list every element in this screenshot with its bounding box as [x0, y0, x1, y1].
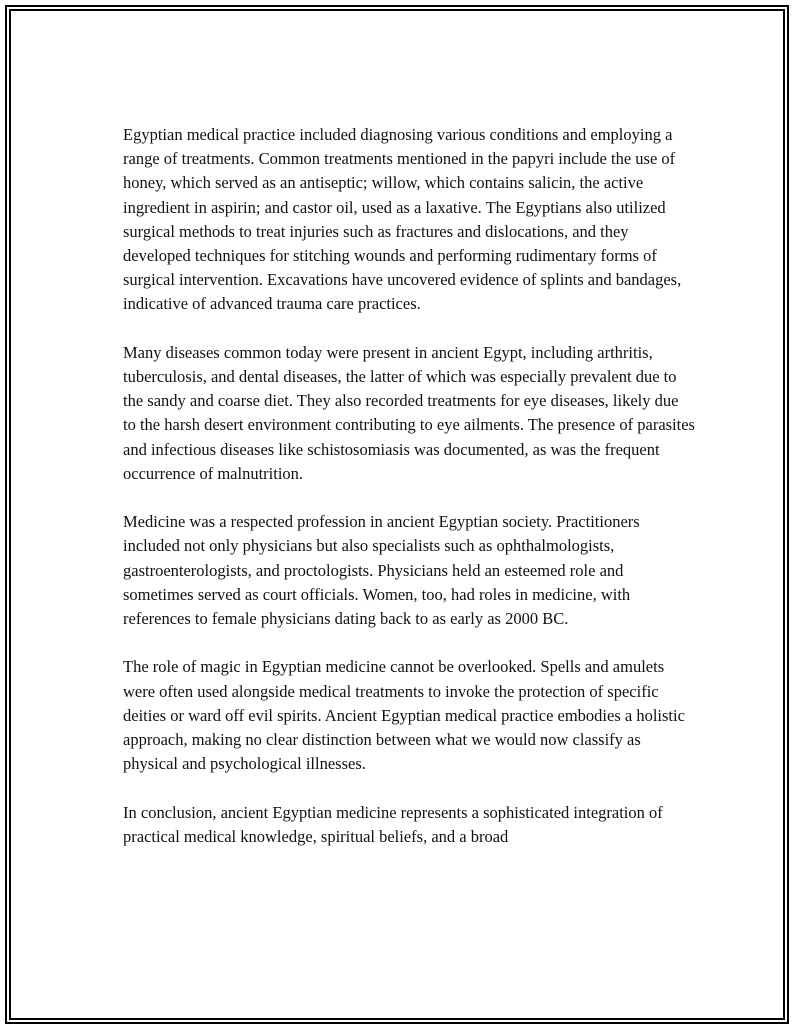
paragraph-magic: The role of magic in Egyptian medicine cannot be overlooked. Spells and amulets were often used alongside medical treatments to invoke the protection of specific deities or ward off evil spirits. Ancient Egyptian medical practice embodies a holistic approach, making no clear distinction between what we would now classify as physical and psychological illnesses.: [123, 657, 685, 774]
paragraph-profession: Medicine was a respected profession in ancient Egyptian society. Practitioners included not only physicians but also specialists such as ophthalmologists, gastroenterologists, and proctologists. Physicians held an esteemed role and sometimes served as court officials. Women, too, had roles in medicine, with references to female physicians dating back to as early as 2000 BC.: [123, 512, 640, 629]
paragraph-conclusion: In conclusion, ancient Egyptian medicine represents a sophisticated integration of practical medical knowledge, spiritual beliefs, and a broad: [123, 802, 663, 846]
document-body: [123, 123, 695, 873]
paragraph-diseases: Many diseases common today were present in ancient Egypt, including arthritis, tuberculosis, and dental diseases, the latter of which was especially prevalent due to the sandy and coarse diet. They also recorded treatments for eye diseases, likely due to the harsh desert environment contributing to eye ailments. The presence of parasites and infectious diseases like schistosomiasis was documented, as was the frequent occurrence of malnutrition.: [123, 342, 695, 483]
paragraph-treatments: Egyptian medical practice included diagnosing various conditions and employing a range of treatments. Common treatments mentioned in the papyri include the use of honey, which served as an antiseptic; willow, which contains salicin, the active ingredient in aspirin; and castor oil, used as a laxative. The Egyptians also utilized surgical methods to treat injuries such as fractures and dislocations, and they developed techniques for stitching wounds and performing rudimentary forms of surgical intervention. Excavations have uncovered evidence of splints and bandages, indicative of advanced trauma care practices.: [123, 125, 682, 314]
document-page: [5, 5, 789, 1024]
